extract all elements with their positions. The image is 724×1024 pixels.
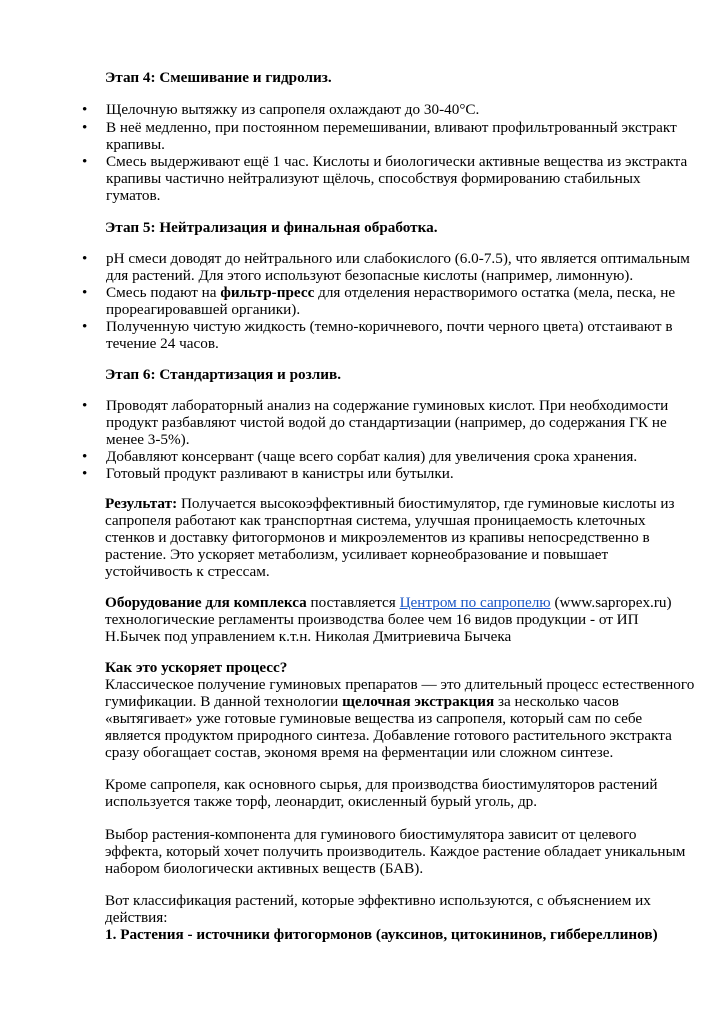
- bullet-icon: •: [82, 250, 88, 267]
- filter-press-term: фильтр-пресс: [220, 284, 315, 301]
- bullet-icon: •: [82, 397, 88, 414]
- bullet-icon: •: [82, 448, 88, 465]
- speed-title: Как это ускоряет процесс?: [105, 659, 288, 676]
- bullet-icon: •: [82, 101, 88, 118]
- alkaline-extraction-term: щелочная экстракция: [342, 693, 495, 710]
- bullet-icon: •: [82, 318, 88, 335]
- bullet-icon: •: [82, 153, 88, 170]
- stage4-title: Этап 4: Смешивание и гидролиз.: [105, 69, 332, 86]
- bullet-icon: •: [82, 465, 88, 482]
- equipment-label: Оборудование для комплекса: [105, 594, 307, 611]
- result-label: Результат:: [105, 495, 178, 512]
- stage6-title: Этап 6: Стандартизация и розлив.: [105, 366, 341, 383]
- section1-title: 1. Растения - источники фитогормонов (ауксинов, цитокининов, гиббереллинов): [105, 926, 658, 943]
- document-page: Этап 4: Смешивание и гидролиз. • Щелочную вытяжку из сапропеля охлаждают до 30-40°С. • В неё медленно, при постоянном перемешивании, вливают профильтрованный экстракт крапивы. • Смесь выдерживают ещё 1 час. Кислоты и биологически активные вещества из экстракта крапивы частично нейтрализуют щёлочь, способствуя формированию стабильных гуматов. Этап 5: Нейтрализация и финальная обработка. • pH смеси доводят до нейтрального или слабокислого (6.0-7.5), что является оптимальным для растений. Для этого используют безопасные кислоты (например, лимонную). • Смесь подают на фильтр-пресс для отделения нерастворимого остатка (мела, песка, не прореагировавшей органики). • Полученную чистую жидкость (темно-коричневого, почти черного цвета) отстаивают в течение 24 часов. Этап 6: Стандартизация и розлив. • Проводят лабораторный анализ на содержание гуминовых кислот. При необходимости продукт разбавляют чистой водой до стандартизации (например, до содержания ГК не менее 3-5%). • Добавляют консервант (чаще всего сорбат калия) для увеличения срока хранения. • Готовый продукт разливают в канистры или бутылки. Результат: Получается высокоэффективный биостимулятор, где гуминовые кислоты из сапропеля работают как транспортная система, улучшая проницаемость клеточных стенков и доставку фитогормонов и микроэлементов из крапивы непосредственно в растение. Это ускоряет метаболизм, усиливает корнеобразование и повышает устойчивость к стрессам. Оборудование для комплекса поставляется Центром по сапропелю (www.sapropex.ru) технологические регламенты производства более чем 16 видов продукции - от ИП Н.Бычек под управлением к.т.н. Николая Дмитриевича Бычека Как это ускоряет процесс? Классическое получение гуминовых препаратов — это длительный процесс естественного гумификации. В данной технологии щелочная экстракция за несколько часов «вытягивает» уже готовые гуминовые вещества из сапропеля, который сам по себе является продуктом природного синтеза. Добавление готового растительного экстракта сразу обогащает состав, экономя время на ферментации или сложном синтезе. Кроме сапропеля, как основного сырья, для производства биостимуляторов растений используется также торф, леонардит, окисленный бурый уголь, др. Выбор растения-компонента для гуминового биостимулятора зависит от целевого эффекта, который хочет получить производитель. Каждое растение обладает уникальным набором биологически активных веществ (БАВ). Вот классификация растений, которые эффективно используются, с объяснением их действия: 1. Растения - источники фитогормонов (ауксинов, цитокининов, гиббереллинов): [82, 69, 695, 943]
- bullet-icon: •: [82, 284, 88, 301]
- sapropel-center-link[interactable]: Центром по сапропелю: [399, 594, 551, 611]
- stage5-title: Этап 5: Нейтрализация и финальная обработка.: [105, 219, 438, 236]
- bullet-icon: •: [82, 119, 88, 136]
